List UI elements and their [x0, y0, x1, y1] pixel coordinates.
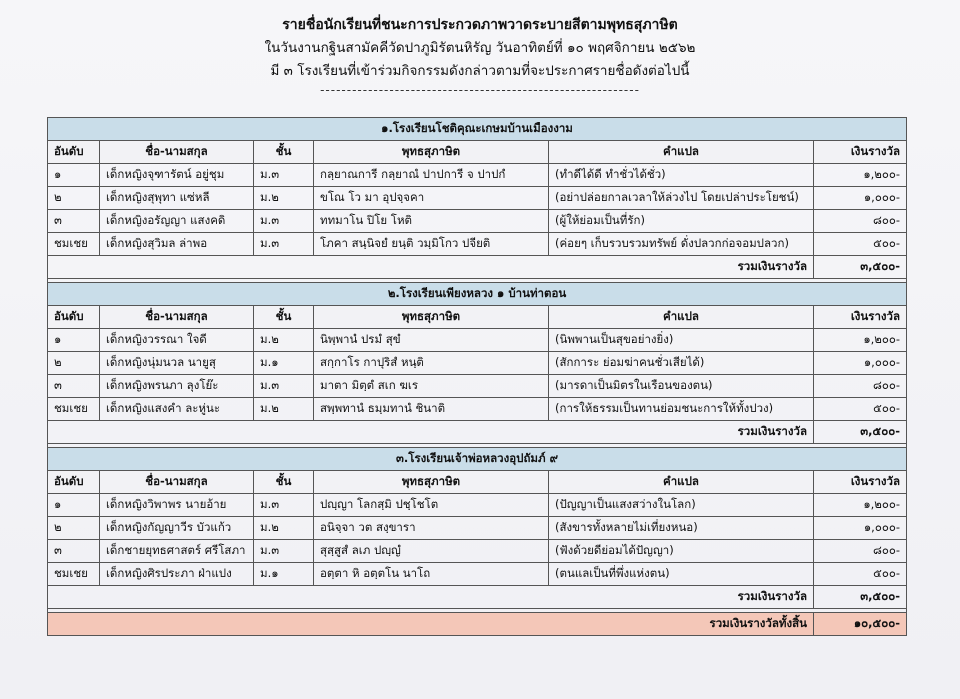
table-row [48, 540, 907, 563]
cell-meaning: (ตนแลเป็นที่พึ่งแห่งตน) [549, 563, 814, 586]
cell-prize: ๕๐๐- [814, 398, 907, 421]
cell-grade: ม.๒ [254, 517, 314, 540]
column-header-prize: เงินรางวัล [814, 141, 907, 164]
school-header-row [48, 448, 907, 471]
subtotal-value: ๓,๕๐๐- [814, 421, 907, 444]
cell-grade: ม.๒ [254, 329, 314, 352]
column-header-row [48, 141, 907, 164]
cell-proverb: กลฺยาณการี กลฺยาณํ ปาปการี จ ปาปกํ [314, 164, 549, 187]
column-header-rank: อันดับ [48, 306, 100, 329]
cell-name: เด็กหญิงกัญญาวีร บัวแก้ว [100, 517, 254, 540]
subtotal-row [48, 421, 907, 444]
cell-prize: ๕๐๐- [814, 233, 907, 256]
table-row [48, 329, 907, 352]
cell-meaning: (การให้ธรรมเป็นทานย่อมชนะการให้ทั้งปวง) [549, 398, 814, 421]
header-divider: ------------------------------------------------------------ [320, 83, 640, 97]
cell-rank: ๒ [48, 517, 100, 540]
subtotal-label: รวมเงินรางวัล [48, 256, 814, 279]
cell-grade: ม.๓ [254, 540, 314, 563]
school-name: ๑.โรงเรียนโชติคุณะเกษมบ้านเมืองงาม [48, 118, 907, 141]
cell-prize: ๘๐๐- [814, 375, 907, 398]
table-row [48, 563, 907, 586]
subtotal-row [48, 586, 907, 609]
cell-proverb: อนิจฺจา วต สงฺขารา [314, 517, 549, 540]
cell-prize: ๑,๒๐๐- [814, 329, 907, 352]
table-row [48, 352, 907, 375]
cell-meaning: (นิพพานเป็นสุขอย่างยิ่ง) [549, 329, 814, 352]
cell-name: เด็กหญิงวิพาพร นายอ้าย [100, 494, 254, 517]
cell-grade: ม.๑ [254, 563, 314, 586]
column-header-grade: ชั้น [254, 306, 314, 329]
cell-name: เด็กหญิงสุพุทา แซ่หลี [100, 187, 254, 210]
cell-meaning: (ทำดีได้ดี ทำชั่วได้ชั่ว) [549, 164, 814, 187]
cell-grade: ม.๓ [254, 233, 314, 256]
cell-proverb: ปญฺญา โลกสฺมิ ปชฺโชโต [314, 494, 549, 517]
cell-rank: ชมเชย [48, 563, 100, 586]
cell-grade: ม.๑ [254, 352, 314, 375]
column-header-prize: เงินรางวัล [814, 471, 907, 494]
cell-name: เด็กหญิงแสงคำ ละหู่นะ [100, 398, 254, 421]
subtotal-value: ๓,๕๐๐- [814, 256, 907, 279]
document-header [0, 14, 960, 97]
cell-proverb: ขโณ โว มา อุปจฺจคา [314, 187, 549, 210]
subtotal-value: ๓,๕๐๐- [814, 586, 907, 609]
cell-meaning: (ปัญญาเป็นแสงสว่างในโลก) [549, 494, 814, 517]
school-name: ๒.โรงเรียนเพียงหลวง ๑ บ้านท่าตอน [48, 283, 907, 306]
cell-grade: ม.๓ [254, 375, 314, 398]
grand-total-value: ๑๐,๕๐๐- [814, 613, 907, 636]
column-header-proverb: พุทธสุภาษิต [314, 471, 549, 494]
cell-rank: ชมเชย [48, 398, 100, 421]
table-row [48, 164, 907, 187]
cell-prize: ๑,๒๐๐- [814, 494, 907, 517]
cell-rank: ๓ [48, 210, 100, 233]
cell-grade: ม.๓ [254, 494, 314, 517]
cell-meaning: (มารดาเป็นมิตรในเรือนของตน) [549, 375, 814, 398]
cell-rank: ๑ [48, 329, 100, 352]
column-header-meaning: คำแปล [549, 141, 814, 164]
cell-grade: ม.๓ [254, 210, 314, 233]
column-header-prize: เงินรางวัล [814, 306, 907, 329]
subtotal-label: รวมเงินรางวัล [48, 586, 814, 609]
column-header-name: ชื่อ-นามสกุล [100, 471, 254, 494]
grand-total-row [48, 613, 907, 636]
cell-proverb: สกฺกาโร กาปุริสํ หนฺติ [314, 352, 549, 375]
results-table [47, 117, 907, 636]
cell-name: เด็กชายยุทธศาสตร์ ศรีโสภา [100, 540, 254, 563]
table-row [48, 375, 907, 398]
column-header-meaning: คำแปล [549, 471, 814, 494]
cell-meaning: (ผู้ให้ย่อมเป็นที่รัก) [549, 210, 814, 233]
school-name: ๓.โรงเรียนเจ้าพ่อหลวงอุปถัมภ์ ๙ [48, 448, 907, 471]
cell-prize: ๑,๐๐๐- [814, 517, 907, 540]
cell-name: เด็กหญิงศิรประภา ฝ่าแปง [100, 563, 254, 586]
column-header-grade: ชั้น [254, 471, 314, 494]
table-row [48, 494, 907, 517]
cell-proverb: มาตา มิตฺตํ สเก ฆเร [314, 375, 549, 398]
cell-name: เด็กหญิงวรรณา ใจดี [100, 329, 254, 352]
cell-rank: ๒ [48, 187, 100, 210]
table-row [48, 517, 907, 540]
school-header-row [48, 283, 907, 306]
cell-proverb: ททมาโน ปิโย โหติ [314, 210, 549, 233]
document-title: รายชื่อนักเรียนที่ชนะการประกวดภาพวาดระบายสีตามพุทธสุภาษิต [282, 17, 678, 33]
cell-grade: ม.๒ [254, 187, 314, 210]
table-row [48, 187, 907, 210]
cell-meaning: (สังขารทั้งหลายไม่เที่ยงหนอ) [549, 517, 814, 540]
cell-rank: ๓ [48, 375, 100, 398]
table-row [48, 233, 907, 256]
cell-name: เด็กหญิงนุ่มนวล นายูสุ [100, 352, 254, 375]
cell-name: เด็กหญิงพรนภา ลุงโย๊ะ [100, 375, 254, 398]
school-header-row [48, 118, 907, 141]
column-header-row [48, 471, 907, 494]
cell-meaning: (สักการะ ย่อมฆ่าคนชั่วเสียได้) [549, 352, 814, 375]
cell-proverb: สพฺพทานํ ธมฺมทานํ ชินาติ [314, 398, 549, 421]
cell-proverb: นิพฺพานํ ปรมํ สุขํ [314, 329, 549, 352]
subtotal-row [48, 256, 907, 279]
column-header-name: ชื่อ-นามสกุล [100, 141, 254, 164]
cell-prize: ๑,๒๐๐- [814, 164, 907, 187]
column-header-proverb: พุทธสุภาษิต [314, 141, 549, 164]
subtotal-label: รวมเงินรางวัล [48, 421, 814, 444]
cell-grade: ม.๒ [254, 398, 314, 421]
cell-prize: ๘๐๐- [814, 540, 907, 563]
cell-prize: ๑,๐๐๐- [814, 352, 907, 375]
cell-rank: ๑ [48, 164, 100, 187]
cell-proverb: โภคา สนฺนิจยํ ยนฺติ วมฺมิโกว ปจียติ [314, 233, 549, 256]
grand-total-label: รวมเงินรางวัลทั้งสิ้น [48, 613, 814, 636]
column-header-grade: ชั้น [254, 141, 314, 164]
cell-prize: ๑,๐๐๐- [814, 187, 907, 210]
cell-grade: ม.๓ [254, 164, 314, 187]
cell-rank: ๒ [48, 352, 100, 375]
document-note: มี ๓ โรงเรียนที่เข้าร่วมกิจกรรมดังกล่าวตามที่จะประกาศรายชื่อดังต่อไปนี้ [270, 63, 690, 79]
column-header-rank: อันดับ [48, 141, 100, 164]
table-row [48, 398, 907, 421]
cell-rank: ๑ [48, 494, 100, 517]
cell-proverb: สุสฺสูสํ ลเภ ปญฺญํ [314, 540, 549, 563]
column-header-name: ชื่อ-นามสกุล [100, 306, 254, 329]
cell-name: เด็กหญิงจุฑารัตน์ อยู่ชุม [100, 164, 254, 187]
cell-name: เด็กหญิงสุวิมล ล่าพอ [100, 233, 254, 256]
table-row [48, 210, 907, 233]
cell-proverb: อตฺตา หิ อตฺตโน นาโถ [314, 563, 549, 586]
column-header-rank: อันดับ [48, 471, 100, 494]
cell-meaning: (ฟังด้วยดีย่อมได้ปัญญา) [549, 540, 814, 563]
column-header-row [48, 306, 907, 329]
cell-rank: ๓ [48, 540, 100, 563]
column-header-proverb: พุทธสุภาษิต [314, 306, 549, 329]
cell-prize: ๘๐๐- [814, 210, 907, 233]
cell-meaning: (อย่าปล่อยกาลเวลาให้ล่วงไป โดยเปล่าประโยชน์) [549, 187, 814, 210]
cell-name: เด็กหญิงอรัญญา แสงคดิ [100, 210, 254, 233]
column-header-meaning: คำแปล [549, 306, 814, 329]
cell-prize: ๕๐๐- [814, 563, 907, 586]
document-subtitle: ในวันงานกฐินสามัคคีวัดปาภูมิรัตนหิรัญ วันอาทิตย์ที่ ๑๐ พฤศจิกายน ๒๕๖๒ [264, 40, 696, 56]
cell-rank: ชมเชย [48, 233, 100, 256]
cell-meaning: (ค่อยๆ เก็บรวบรวมทรัพย์ ดั่งปลวกก่อจอมปลวก) [549, 233, 814, 256]
